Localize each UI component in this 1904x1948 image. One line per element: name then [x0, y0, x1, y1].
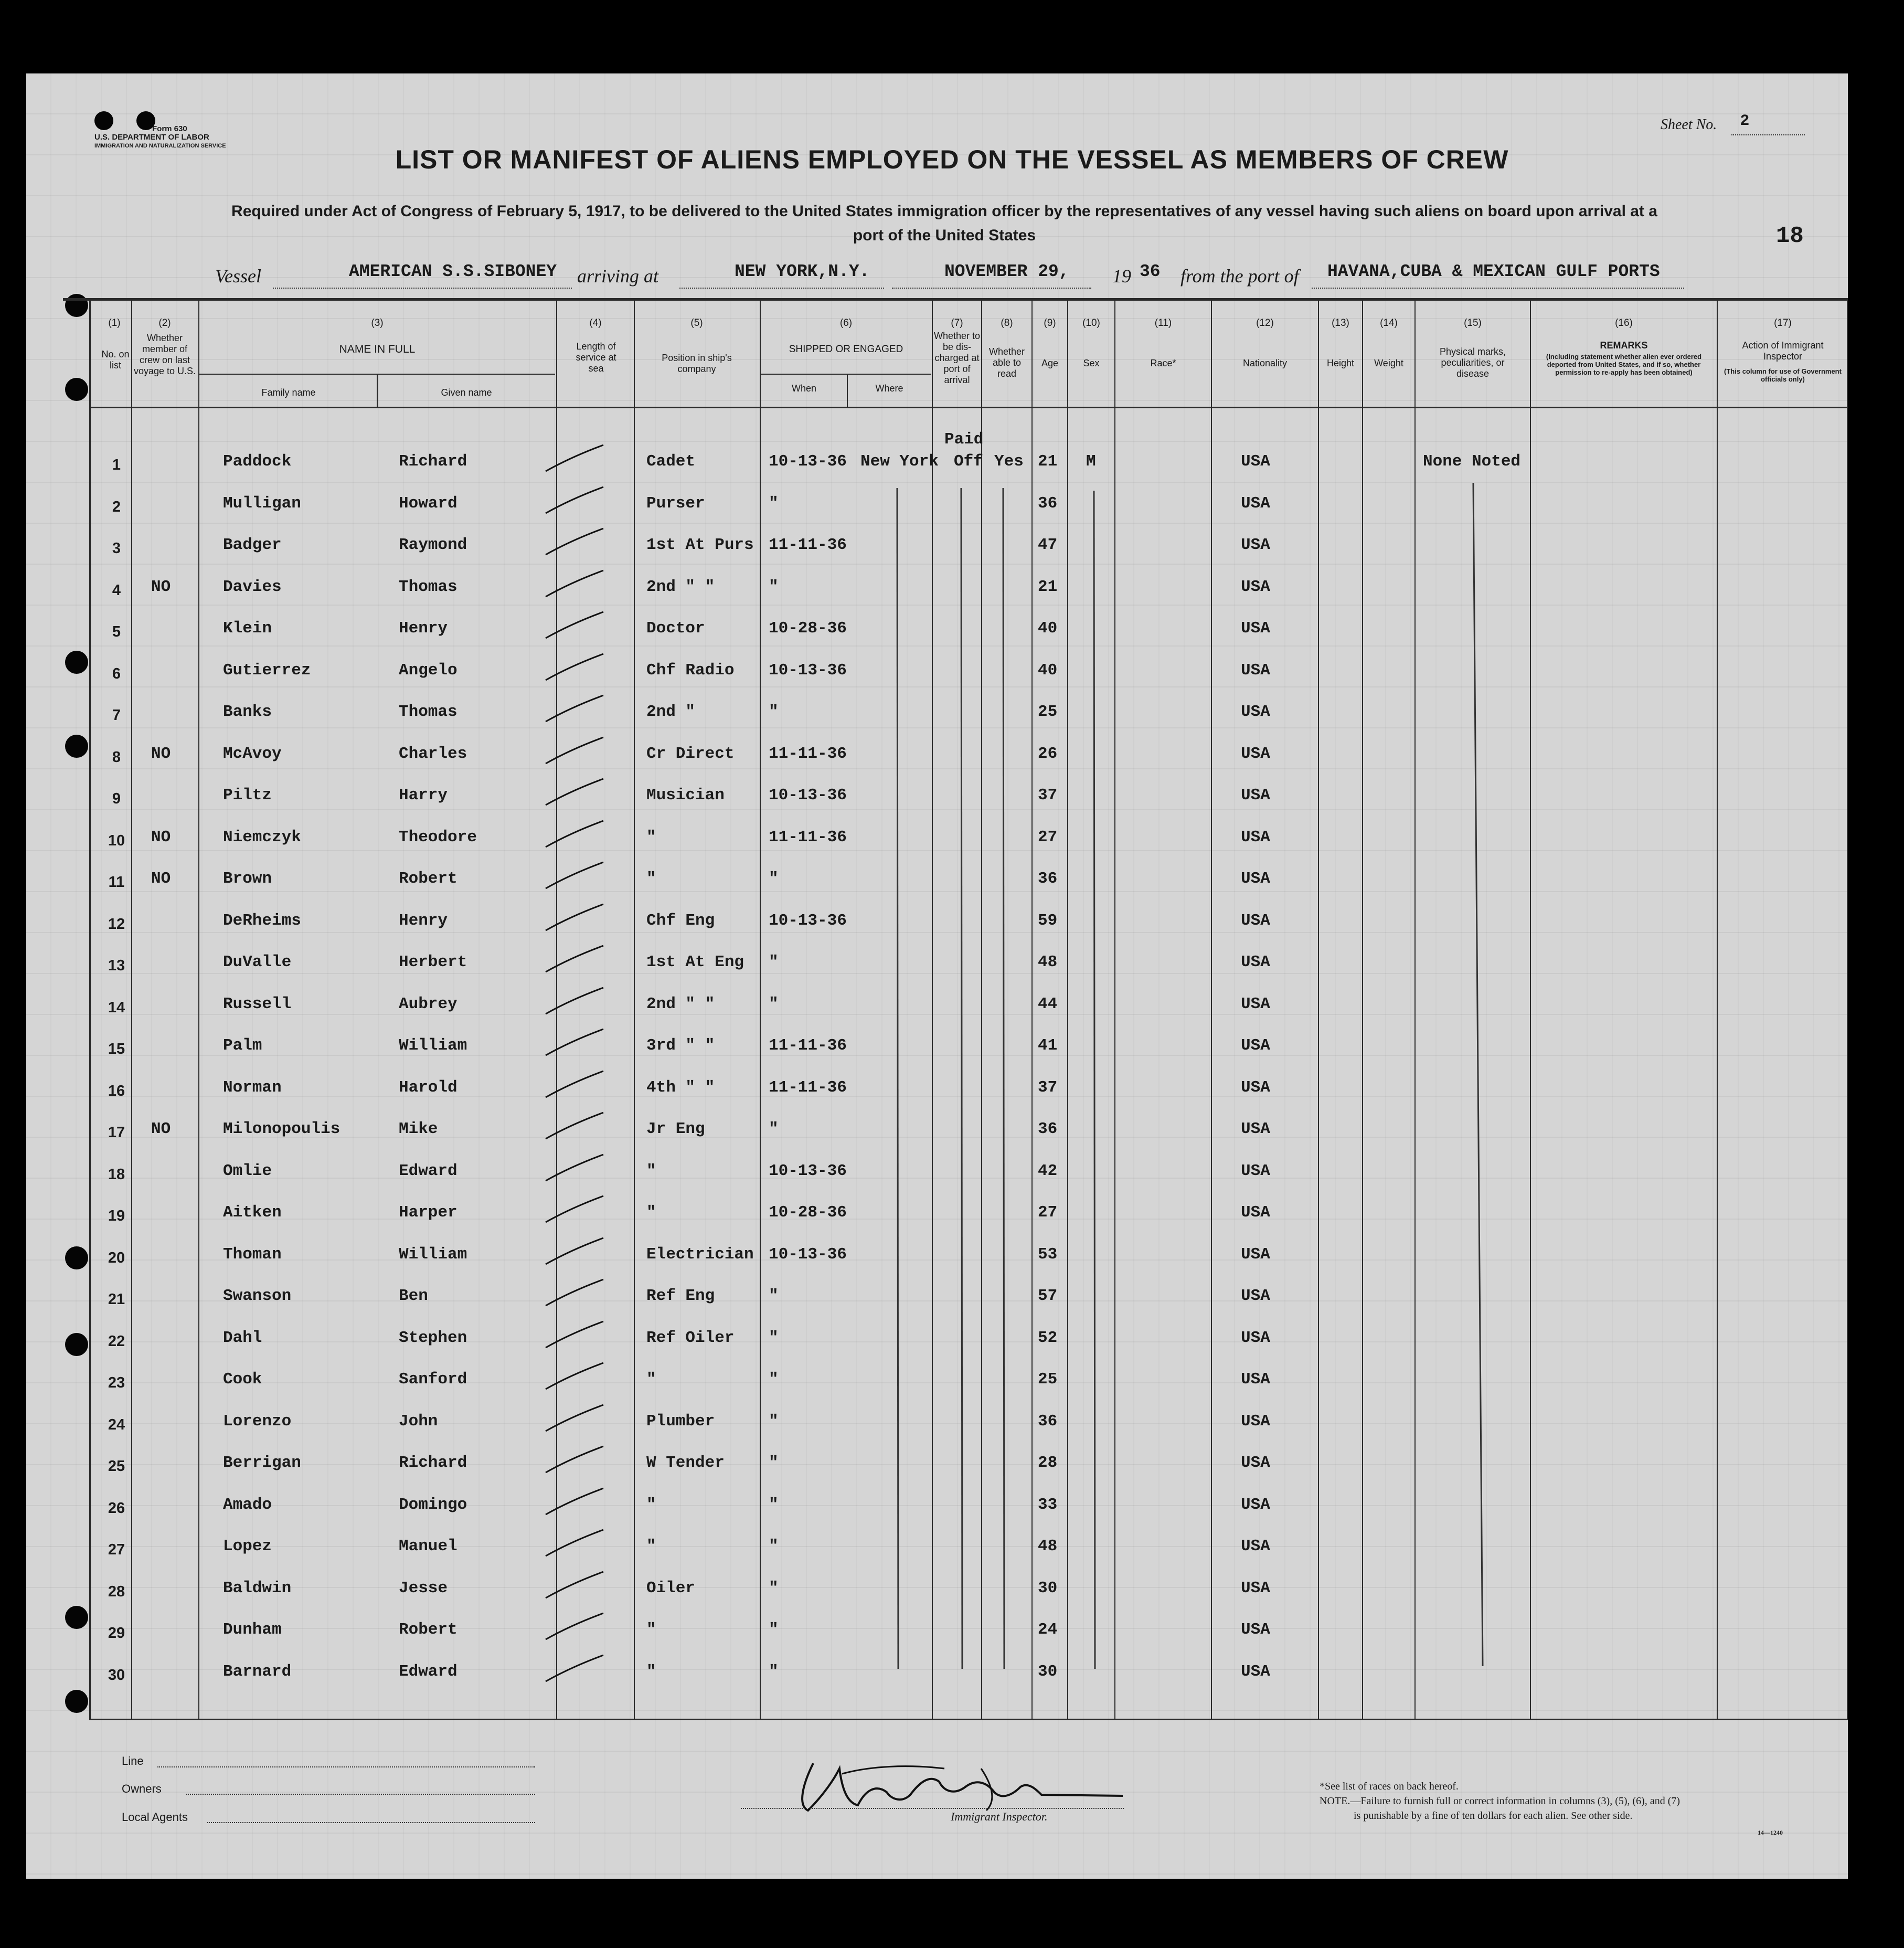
given-name: Harper [399, 1203, 458, 1222]
age: 36 [1038, 870, 1058, 888]
position: 2nd " [646, 703, 696, 721]
col-11-number: (11) [1154, 317, 1172, 329]
col-when-header: When [791, 383, 817, 394]
age: 28 [1038, 1454, 1058, 1472]
nationality: USA [1241, 1203, 1270, 1222]
shipped-when: 11-11-36 [769, 744, 847, 763]
year-prefix: 19 [1112, 266, 1131, 287]
position: " [646, 1621, 656, 1639]
position: " [646, 1537, 656, 1555]
col-given-name-header: Given name [441, 387, 492, 398]
nationality: USA [1241, 994, 1270, 1013]
col-no-on-list-header: No. on list [101, 349, 130, 370]
row-number: 6 [112, 665, 121, 682]
age: 36 [1038, 1412, 1058, 1431]
sheet-number-label: Sheet No. [1661, 117, 1717, 133]
nationality: USA [1241, 1287, 1270, 1305]
col-inspector-action-header: Action of Immigrant Inspector [1742, 340, 1824, 362]
family-name: Aitken [223, 1203, 282, 1222]
subtitle-line-2: port of the United States [853, 227, 1036, 244]
row-number: 20 [108, 1249, 125, 1266]
age: 21 [1038, 452, 1058, 471]
position: 4th " " [646, 1078, 715, 1097]
shipped-when: " [769, 1287, 779, 1305]
family-name: Niemczyk [223, 828, 301, 846]
col-where-header: Where [875, 383, 903, 394]
row-number: 30 [108, 1666, 125, 1684]
age: 27 [1038, 1203, 1058, 1222]
row-number: 14 [108, 999, 125, 1016]
row-number: 1 [112, 457, 121, 473]
shipped-when: 10-13-36 [769, 452, 847, 471]
nationality: USA [1241, 1370, 1270, 1389]
row-number: 21 [108, 1291, 125, 1308]
family-name: Banks [223, 703, 272, 721]
age: 57 [1038, 1287, 1058, 1305]
shipped-when: 11-11-36 [769, 1078, 847, 1097]
shipped-when: " [769, 494, 779, 513]
row-number: 25 [108, 1458, 125, 1475]
age: 36 [1038, 1120, 1058, 1138]
col-position-header: Position in ship's company [662, 353, 732, 374]
given-name: Theodore [399, 828, 477, 846]
service-name: IMMIGRATION AND NATURALIZATION SERVICE [94, 143, 226, 149]
year-suffix: 36 [1140, 262, 1161, 281]
age: 24 [1038, 1621, 1058, 1639]
row-1-discharged: Off [954, 452, 983, 471]
nationality: USA [1241, 661, 1270, 680]
family-name: Milonopoulis [223, 1120, 341, 1138]
given-name: Edward [399, 1161, 458, 1180]
given-name: John [399, 1412, 438, 1431]
col-6-number: (6) [839, 317, 853, 329]
age: 48 [1038, 1537, 1058, 1555]
family-name: Mulligan [223, 494, 301, 513]
given-name: Ben [399, 1287, 428, 1305]
family-name: Brown [223, 870, 272, 888]
age: 25 [1038, 703, 1058, 721]
nationality: USA [1241, 953, 1270, 971]
shipped-when: 11-11-36 [769, 536, 847, 554]
age: 52 [1038, 1328, 1058, 1347]
family-name: Dunham [223, 1621, 282, 1639]
row-number: 16 [108, 1082, 125, 1099]
position: " [646, 1203, 656, 1222]
col-family-name-header: Family name [261, 387, 316, 398]
age: 53 [1038, 1245, 1058, 1264]
age: 40 [1038, 619, 1058, 638]
nationality: USA [1241, 1537, 1270, 1555]
shipped-when: 10-28-36 [769, 1203, 847, 1222]
position: W Tender [646, 1454, 725, 1472]
col-previous-voyage-header: Whether member of crew on last voyage to U.S. [133, 333, 196, 376]
col-length-of-service-header: Length of service at sea [576, 341, 616, 374]
given-name: Mike [399, 1120, 438, 1138]
shipped-when: 10-13-36 [769, 911, 847, 930]
local-agents-label: Local Agents [122, 1811, 188, 1824]
document-title: LIST OR MANIFEST OF ALIENS EMPLOYED ON THE VESSEL AS MEMBERS OF CREW [395, 145, 1509, 174]
nationality: USA [1241, 1579, 1270, 1597]
position: Ref Eng [646, 1287, 715, 1305]
given-name: Henry [399, 911, 448, 930]
row-number: 23 [108, 1374, 125, 1391]
family-name: Lorenzo [223, 1412, 292, 1431]
col-name-in-full-header: NAME IN FULL [339, 343, 416, 355]
given-name: Charles [399, 744, 467, 763]
shipped-when: " [769, 1328, 779, 1347]
col-sex-header: Sex [1083, 358, 1100, 368]
row-number: 5 [112, 623, 121, 640]
row-number: 15 [108, 1041, 125, 1057]
col-13-number: (13) [1332, 317, 1349, 329]
shipped-when: " [769, 1579, 779, 1597]
races-note: *See list of races on back hereof. [1320, 1781, 1459, 1792]
col-8-number: (8) [1001, 317, 1013, 329]
penalty-note-2: is punishable by a fine of ten dollars for each alien. See other side. [1354, 1810, 1633, 1822]
age: 40 [1038, 661, 1058, 680]
col-10-number: (10) [1082, 317, 1100, 329]
age: 27 [1038, 828, 1058, 846]
given-name: Thomas [399, 703, 458, 721]
nationality: USA [1241, 1495, 1270, 1514]
nationality: USA [1241, 1621, 1270, 1639]
position: Ref Oiler [646, 1328, 735, 1347]
col-7-number: (7) [951, 317, 963, 329]
shipped-when: " [769, 703, 779, 721]
family-name: Amado [223, 1495, 272, 1514]
row-number: 18 [108, 1166, 125, 1183]
shipped-when: " [769, 1120, 779, 1138]
row-number: 13 [108, 957, 125, 974]
row-number: 9 [112, 790, 121, 807]
nationality: USA [1241, 1662, 1270, 1681]
department-name: U.S. DEPARTMENT OF LABOR [94, 133, 209, 142]
family-name: Klein [223, 619, 272, 638]
given-name: Richard [399, 452, 467, 471]
previous-voyage: NO [151, 870, 171, 888]
position: Purser [646, 494, 705, 513]
position: " [646, 870, 656, 888]
nationality: USA [1241, 1036, 1270, 1055]
family-name: Paddock [223, 452, 292, 471]
given-name: Angelo [399, 661, 458, 680]
age: 30 [1038, 1662, 1058, 1681]
family-name: Palm [223, 1036, 262, 1055]
position: " [646, 1161, 656, 1180]
age: 25 [1038, 1370, 1058, 1389]
position: 2nd " " [646, 994, 715, 1013]
family-name: Berrigan [223, 1454, 301, 1472]
given-name: Manuel [399, 1537, 458, 1555]
family-name: Dahl [223, 1328, 262, 1347]
subtitle-line-1: Required under Act of Congress of February 5, 1917, to be delivered to the United States immigration officer by the representatives of any vessel having such aliens on board upon arrival at a [231, 203, 1657, 220]
print-code: 14—1240 [1758, 1829, 1783, 1836]
row-number: 27 [108, 1541, 125, 1558]
col-nationality-header: Nationality [1242, 358, 1288, 368]
given-name: Edward [399, 1662, 458, 1681]
age: 30 [1038, 1579, 1058, 1597]
shipped-when: " [769, 953, 779, 971]
row-number: 22 [108, 1332, 125, 1350]
age: 37 [1038, 786, 1058, 804]
nationality: USA [1241, 911, 1270, 930]
row-number: 2 [112, 498, 121, 515]
given-name: Richard [399, 1454, 467, 1472]
given-name: Harold [399, 1078, 458, 1097]
family-name: Gutierrez [223, 661, 311, 680]
col-able-to-read-header: Whether able to read [988, 346, 1025, 379]
penalty-note-1: NOTE.—Failure to furnish full or correct information in columns (3), (5), (6), and (7) [1320, 1795, 1680, 1807]
row-number: 12 [108, 915, 125, 933]
row-number: 29 [108, 1625, 125, 1642]
nationality: USA [1241, 703, 1270, 721]
family-name: Swanson [223, 1287, 292, 1305]
family-name: Thoman [223, 1245, 282, 1264]
nationality: USA [1241, 1245, 1270, 1264]
age: 47 [1038, 536, 1058, 554]
shipped-when: 10-13-36 [769, 1161, 847, 1180]
row-number: 4 [112, 581, 121, 599]
shipped-when: " [769, 1454, 779, 1472]
col-12-number: (12) [1256, 317, 1274, 329]
row-number: 19 [108, 1208, 125, 1224]
shipped-when: " [769, 1621, 779, 1639]
position: Oiler [646, 1579, 696, 1597]
shipped-when: " [769, 1537, 779, 1555]
age: 33 [1038, 1495, 1058, 1514]
nationality: USA [1241, 494, 1270, 513]
row-number: 3 [112, 540, 121, 557]
vessel-label: Vessel [215, 266, 261, 287]
nationality: USA [1241, 870, 1270, 888]
family-name: Lopez [223, 1537, 272, 1555]
age: 48 [1038, 953, 1058, 971]
position: Cadet [646, 452, 696, 471]
given-name: Aubrey [399, 994, 458, 1013]
given-name: William [399, 1245, 467, 1264]
given-name: Robert [399, 1621, 458, 1639]
row-number: 28 [108, 1583, 125, 1600]
col-height-header: Height [1326, 358, 1355, 368]
owners-label: Owners [122, 1782, 162, 1795]
position: " [646, 828, 656, 846]
previous-voyage: NO [151, 744, 171, 763]
position: Electrician [646, 1245, 754, 1264]
position: " [646, 1370, 656, 1389]
col-16-number: (16) [1615, 317, 1633, 329]
nationality: USA [1241, 1328, 1270, 1347]
col-inspector-note: (This column for use of Government officials only) [1724, 367, 1842, 383]
shipped-when: 11-11-36 [769, 1036, 847, 1055]
row-1-physical-marks: None Noted [1423, 452, 1521, 471]
family-name: Davies [223, 577, 282, 596]
row-1-able-to-read: Yes [994, 452, 1024, 471]
col-remarks-header: REMARKS [1600, 340, 1648, 351]
page-number: 18 [1776, 223, 1804, 249]
col-2-number: (2) [158, 317, 171, 329]
row-number: 11 [108, 874, 125, 891]
nationality: USA [1241, 1412, 1270, 1431]
nationality: USA [1241, 1161, 1270, 1180]
shipped-when: " [769, 577, 779, 596]
shipped-when: 10-28-36 [769, 619, 847, 638]
position: " [646, 1662, 656, 1681]
nationality: USA [1241, 828, 1270, 846]
family-name: Baldwin [223, 1579, 292, 1597]
nationality: USA [1241, 619, 1270, 638]
immigrant-inspector-label: Immigrant Inspector. [951, 1810, 1048, 1823]
col-remarks-note: (Including statement whether alien ever ordered deported from United States, and if so, whether permission to re-apply has been obtained) [1546, 353, 1702, 376]
position: 2nd " " [646, 577, 715, 596]
family-name: Russell [223, 994, 292, 1013]
arriving-label: arriving at [577, 266, 659, 287]
family-name: Barnard [223, 1662, 292, 1681]
family-name: DuValle [223, 953, 292, 971]
shipped-when: " [769, 1370, 779, 1389]
col-17-number: (17) [1774, 317, 1792, 329]
row-number: 8 [112, 748, 121, 766]
previous-voyage: NO [151, 577, 171, 596]
col-5-number: (5) [690, 317, 703, 329]
given-name: Howard [399, 494, 458, 513]
position: 1st At Eng [646, 953, 744, 971]
previous-voyage: NO [151, 1120, 171, 1138]
col-3-number: (3) [371, 317, 384, 329]
given-name: Jesse [399, 1579, 448, 1597]
row-number: 7 [112, 707, 121, 724]
shipped-when: 11-11-36 [769, 828, 847, 846]
nationality: USA [1241, 452, 1270, 471]
col-4-number: (4) [589, 317, 602, 329]
from-port-label: from the port of [1180, 266, 1299, 287]
nationality: USA [1241, 1120, 1270, 1138]
shipped-when: " [769, 1412, 779, 1431]
given-name: Robert [399, 870, 458, 888]
col-weight-header: Weight [1374, 358, 1403, 368]
family-name: Norman [223, 1078, 282, 1097]
position: Chf Radio [646, 661, 735, 680]
given-name: Sanford [399, 1370, 467, 1389]
position: Musician [646, 786, 725, 804]
arrival-port: NEW YORK,N.Y. [735, 262, 870, 281]
given-name: Raymond [399, 536, 467, 554]
position: Doctor [646, 619, 705, 638]
vessel-name: AMERICAN S.S.SIBONEY [349, 262, 557, 281]
col-9-number: (9) [1044, 317, 1056, 329]
shipped-when: " [769, 994, 779, 1013]
age: 36 [1038, 494, 1058, 513]
row-number: 17 [108, 1124, 125, 1141]
position: Chf Eng [646, 911, 715, 930]
age: 44 [1038, 994, 1058, 1013]
family-name: DeRheims [223, 911, 301, 930]
position: Jr Eng [646, 1120, 705, 1138]
shipped-when: 10-13-36 [769, 661, 847, 680]
nationality: USA [1241, 1454, 1270, 1472]
col-14-number: (14) [1380, 317, 1398, 329]
position: " [646, 1495, 656, 1514]
col-race-header: Race* [1150, 358, 1176, 368]
col-shipped-engaged-header: SHIPPED OR ENGAGED [789, 344, 903, 355]
row-number: 10 [108, 832, 125, 849]
row-number: 26 [108, 1499, 125, 1517]
row-1-discharged-note: Paid [944, 430, 984, 449]
age: 26 [1038, 744, 1058, 763]
previous-voyage: NO [151, 828, 171, 846]
line-label: Line [122, 1754, 144, 1767]
shipped-when: 10-13-36 [769, 786, 847, 804]
nationality: USA [1241, 1078, 1270, 1097]
nationality: USA [1241, 744, 1270, 763]
row-1-sex: M [1086, 452, 1096, 471]
given-name: Herbert [399, 953, 467, 971]
position: Cr Direct [646, 744, 735, 763]
given-name: Harry [399, 786, 448, 804]
given-name: Domingo [399, 1495, 467, 1514]
family-name: Cook [223, 1370, 262, 1389]
family-name: McAvoy [223, 744, 282, 763]
position: 3rd " " [646, 1036, 715, 1055]
given-name: William [399, 1036, 467, 1055]
col-age-header: Age [1041, 358, 1059, 368]
family-name: Piltz [223, 786, 272, 804]
col-1-number: (1) [108, 317, 121, 329]
arrival-date: NOVEMBER 29, [944, 262, 1069, 281]
given-name: Thomas [399, 577, 458, 596]
nationality: USA [1241, 786, 1270, 804]
family-name: Badger [223, 536, 282, 554]
inspector-signature [735, 1753, 1144, 1821]
age: 42 [1038, 1161, 1058, 1180]
form-number: Form 630 [152, 124, 187, 133]
age: 21 [1038, 577, 1058, 596]
family-name: Omlie [223, 1161, 272, 1180]
age: 41 [1038, 1036, 1058, 1055]
col-physical-marks-header: Physical marks, peculiarities, or disease [1439, 346, 1506, 379]
shipped-when: " [769, 870, 779, 888]
from-port: HAVANA,CUBA & MEXICAN GULF PORTS [1327, 262, 1660, 281]
nationality: USA [1241, 577, 1270, 596]
position: 1st At Purs [646, 536, 754, 554]
col-discharged-header: Whether to be dis-charged at port of arrival [933, 331, 981, 385]
row-1-where: New York [860, 452, 939, 471]
given-name: Stephen [399, 1328, 467, 1347]
col-15-number: (15) [1464, 317, 1482, 329]
age: 37 [1038, 1078, 1058, 1097]
row-number: 24 [108, 1416, 125, 1433]
shipped-when: 10-13-36 [769, 1245, 847, 1264]
sheet-number: 2 [1740, 112, 1750, 130]
age: 59 [1038, 911, 1058, 930]
position: Plumber [646, 1412, 715, 1431]
shipped-when: " [769, 1662, 779, 1681]
given-name: Henry [399, 619, 448, 638]
nationality: USA [1241, 536, 1270, 554]
shipped-when: " [769, 1495, 779, 1514]
